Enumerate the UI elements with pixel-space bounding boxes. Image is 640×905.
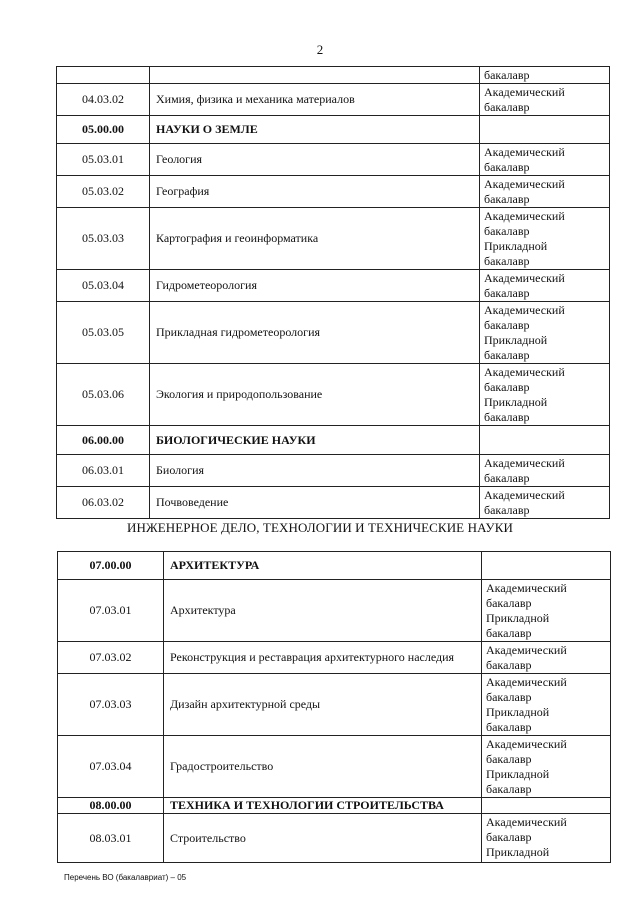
code-cell: 05.03.03	[57, 208, 150, 270]
table-row	[58, 736, 611, 798]
level-cell: Академический бакалавр Прикладной бакалавр	[480, 364, 610, 426]
name-cell: Прикладная гидрометеорология	[150, 302, 480, 364]
code-cell: 05.03.02	[57, 176, 150, 208]
specialties-table-1	[56, 66, 610, 519]
name-cell: География	[150, 176, 480, 208]
name-cell: ТЕХНИКА И ТЕХНОЛОГИИ СТРОИТЕЛЬСТВА	[164, 798, 482, 814]
level-cell: Академический бакалавр	[480, 144, 610, 176]
level-cell: Академический бакалавр	[482, 642, 611, 674]
code-cell: 05.03.01	[57, 144, 150, 176]
code-cell: 06.00.00	[57, 426, 150, 455]
level-cell: Академический бакалавр	[480, 487, 610, 519]
level-cell: Академический бакалавр	[480, 176, 610, 208]
code-cell: 05.03.05	[57, 302, 150, 364]
table-2-body	[58, 552, 611, 863]
level-cell	[480, 426, 610, 455]
group-row	[58, 798, 611, 814]
name-cell: Химия, физика и механика материалов	[150, 84, 480, 116]
code-cell: 08.00.00	[58, 798, 164, 814]
name-cell: Экология и природопользование	[150, 364, 480, 426]
level-cell: Академический бакалавр Прикладной бакалавр	[480, 208, 610, 270]
level-cell: Академический бакалавр	[480, 270, 610, 302]
level-cell: Академический бакалавр	[480, 455, 610, 487]
name-cell: Градостроительство	[164, 736, 482, 798]
code-cell: 05.03.04	[57, 270, 150, 302]
table-row	[58, 674, 611, 736]
page-number: 2	[316, 42, 324, 57]
group-row	[57, 426, 610, 455]
footer-note: Перечень ВО (бакалавриат) – 05	[64, 873, 187, 882]
level-cell: Академический бакалавр Прикладной	[482, 814, 611, 863]
code-cell: 07.03.03	[58, 674, 164, 736]
table-row	[57, 270, 610, 302]
table-row	[58, 814, 611, 863]
name-cell: Почвоведение	[150, 487, 480, 519]
table-row	[57, 208, 610, 270]
code-cell	[57, 67, 150, 84]
level-cell	[482, 552, 611, 580]
level-cell: Академический бакалавр Прикладной бакалавр	[480, 302, 610, 364]
name-cell: Дизайн архитектурной среды	[164, 674, 482, 736]
level-cell: Академический бакалавр Прикладной бакалавр	[482, 674, 611, 736]
table-row	[58, 642, 611, 674]
code-cell: 06.03.02	[57, 487, 150, 519]
name-cell: БИОЛОГИЧЕСКИЕ НАУКИ	[150, 426, 480, 455]
name-cell	[150, 67, 480, 84]
name-cell: Гидрометеорология	[150, 270, 480, 302]
table-row	[57, 144, 610, 176]
name-cell: Биология	[150, 455, 480, 487]
table-row	[57, 455, 610, 487]
code-cell: 07.00.00	[58, 552, 164, 580]
table-row	[57, 84, 610, 116]
name-cell: Строительство	[164, 814, 482, 863]
table-row	[57, 67, 610, 84]
code-cell: 06.03.01	[57, 455, 150, 487]
level-cell	[480, 116, 610, 144]
level-cell: бакалавр	[480, 67, 610, 84]
level-cell: Академический бакалавр Прикладной бакалавр	[482, 580, 611, 642]
code-cell: 07.03.01	[58, 580, 164, 642]
level-cell: Академический бакалавр	[480, 84, 610, 116]
section-heading: ИНЖЕНЕРНОЕ ДЕЛО, ТЕХНОЛОГИИ И ТЕХНИЧЕСКИЕ НАУКИ	[127, 520, 513, 535]
code-cell: 07.03.02	[58, 642, 164, 674]
table-row	[57, 487, 610, 519]
table-row	[57, 302, 610, 364]
table-row	[57, 364, 610, 426]
code-cell: 05.03.06	[57, 364, 150, 426]
code-cell: 08.03.01	[58, 814, 164, 863]
name-cell: Геология	[150, 144, 480, 176]
table-row	[58, 580, 611, 642]
name-cell: Реконструкция и реставрация архитектурного наследия	[164, 642, 482, 674]
level-cell	[482, 798, 611, 814]
table-row	[57, 176, 610, 208]
name-cell: АРХИТЕКТУРА	[164, 552, 482, 580]
name-cell: Архитектура	[164, 580, 482, 642]
code-cell: 07.03.04	[58, 736, 164, 798]
group-row	[58, 552, 611, 580]
table-1-body	[57, 67, 610, 519]
group-row	[57, 116, 610, 144]
code-cell: 05.00.00	[57, 116, 150, 144]
name-cell: Картография и геоинформатика	[150, 208, 480, 270]
code-cell: 04.03.02	[57, 84, 150, 116]
specialties-table-2	[57, 551, 611, 863]
level-cell: Академический бакалавр Прикладной бакалавр	[482, 736, 611, 798]
name-cell: НАУКИ О ЗЕМЛЕ	[150, 116, 480, 144]
